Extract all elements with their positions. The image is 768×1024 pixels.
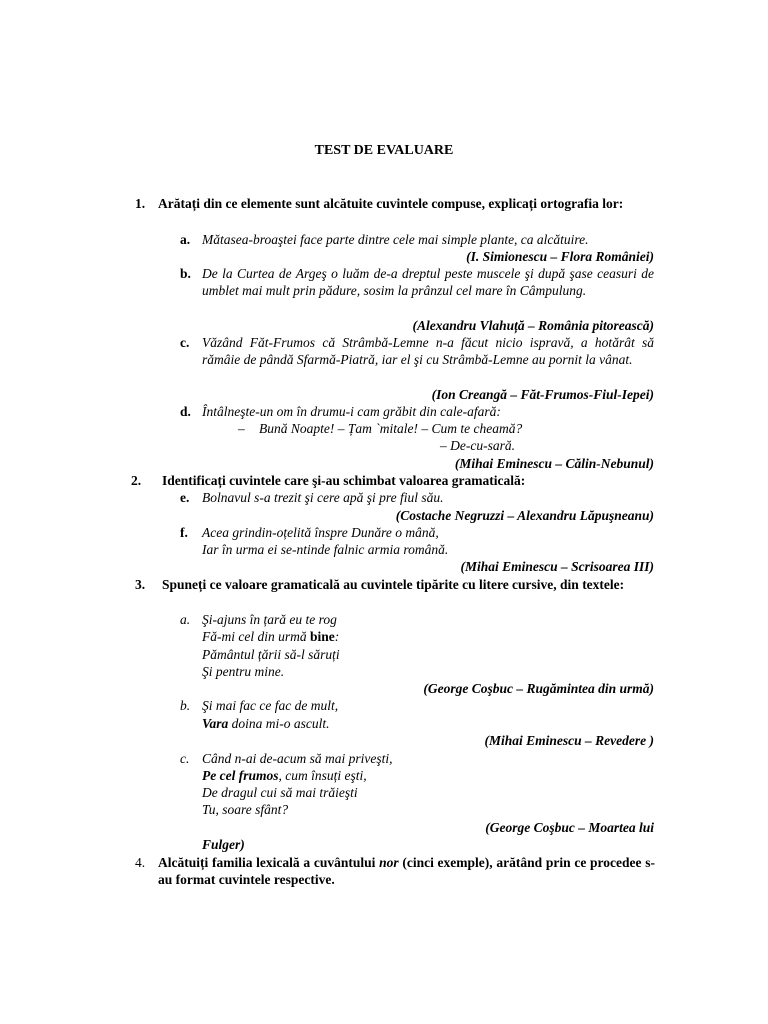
item-f-label: f. bbox=[180, 525, 188, 540]
item-e-text: Bolnavul s-a trezit şi cere apă şi pre fiul său. bbox=[202, 490, 444, 505]
item-b-source: (Alexandru Vlahuță – România pitorească) bbox=[412, 318, 654, 333]
question-2-number: 2. bbox=[131, 473, 142, 488]
item-c-source: (Ion Creangă – Făt-Frumos-Fiul-Iepei) bbox=[431, 387, 654, 402]
highlighted-word-vara: Vara bbox=[202, 716, 229, 731]
item-3a-line-3: Pământul țării să-l săruți bbox=[202, 647, 340, 662]
item-d-line-1: Întâlneşte-un om în drumu-i cam grăbit din cale-afară: bbox=[202, 404, 501, 419]
item-3a-line-1: Şi-ajuns în țară eu te rog bbox=[202, 612, 337, 627]
item-f-source: (Mihai Eminescu – Scrisoarea III) bbox=[460, 559, 654, 574]
item-e-source: (Costache Negruzzi – Alexandru Lăpuşneanu) bbox=[395, 508, 654, 523]
question-3-number: 3. bbox=[135, 577, 146, 592]
highlighted-word-bine: bine bbox=[309, 629, 335, 644]
item-3a-line-4: Şi pentru mine. bbox=[202, 664, 285, 679]
item-f-line-1: Acea grindin-oțelită înspre Dunăre o mână, bbox=[202, 525, 439, 540]
item-a-text: Mătasea-broaştei face parte dintre cele mai simple plante, ca alcătuire. bbox=[202, 232, 589, 247]
question-1-number: 1. bbox=[135, 196, 146, 211]
item-3b-line-1: Şi mai fac ce fac de mult, bbox=[202, 698, 339, 713]
item-b-label: b. bbox=[180, 266, 191, 281]
page-title: TEST DE EVALUARE bbox=[314, 143, 454, 158]
item-3c-source-continued: Fulger) bbox=[202, 837, 245, 852]
item-3c-source: (George Coşbuc – Moartea lui bbox=[485, 820, 654, 835]
item-a-source: (I. Simionescu – Flora României) bbox=[466, 249, 654, 264]
item-e-label: e. bbox=[180, 490, 190, 505]
item-3a-line-2: Fă-mi cel din urmă bine: bbox=[202, 629, 340, 644]
item-3c-line-4: Tu, soare sfânt? bbox=[202, 802, 289, 817]
item-3b-source: (Mihai Eminescu – Revedere ) bbox=[484, 733, 654, 748]
item-f-line-2: Iar în urma ei se-ntinde falnic armia română. bbox=[202, 542, 449, 557]
item-c-label: c. bbox=[180, 335, 190, 350]
item-c-text: Văzând Făt-Frumos că Strâmbă-Lemne n-a făcut nicio ispravă, a hotărât să rămâie de pândă Sfarmă-Piatră, iar el şi cu Strâmbă-Lemne au pornit la vânat. bbox=[202, 335, 654, 367]
item-d-label: d. bbox=[180, 404, 191, 419]
item-3c-line-3: De dragul cui să mai trăieşti bbox=[202, 785, 358, 800]
question-4-text: Alcătuiți familia lexicală a cuvântului nor (cinci exemple), arătând prin ce procedee s-au format cuvintele respective. bbox=[158, 855, 655, 887]
item-b-text: De la Curtea de Argeş o luăm de-a dreptul peste muscele şi după şase ceasuri de umblet mai mult prin pădure, sosim la prânzul cel mare în Câmpulung. bbox=[202, 266, 654, 298]
item-d-line-2: Bună Noapte! – Țam `mitale! – Cum te cheamă? bbox=[259, 421, 523, 436]
item-3c-line-1: Când n-ai de-acum să mai priveşti, bbox=[202, 751, 393, 766]
item-3c-label: c. bbox=[180, 751, 190, 766]
item-a-label: a. bbox=[180, 232, 191, 247]
item-d-source: (Mihai Eminescu – Călin-Nebunul) bbox=[454, 456, 654, 471]
question-4-number: 4. bbox=[135, 855, 146, 870]
question-2-text: Identificați cuvintele care şi-au schimbat valoarea gramaticală: bbox=[162, 473, 526, 488]
question-1-text: Arătați din ce elemente sunt alcătuite cuvintele compuse, explicați ortografia lor: bbox=[158, 196, 624, 211]
item-d-line-3: – De-cu-sară. bbox=[440, 438, 515, 453]
highlighted-word-nor: nor bbox=[379, 855, 399, 870]
item-3c-line-2: Pe cel frumos, cum însuți eşti, bbox=[202, 768, 367, 783]
highlighted-phrase-pe-cel-frumos: Pe cel frumos bbox=[202, 768, 279, 783]
item-3a-source: (George Coşbuc – Rugămintea din urmă) bbox=[423, 681, 654, 696]
item-3b-label: b. bbox=[180, 698, 191, 713]
item-3b-line-2: Vara doina mi-o ascult. bbox=[202, 716, 330, 731]
item-3a-label: a. bbox=[180, 612, 191, 627]
item-d-dash: – bbox=[238, 421, 245, 436]
question-3-text: Spuneți ce valoare gramaticală au cuvintele tipărite cu litere cursive, din textele: bbox=[162, 577, 625, 592]
